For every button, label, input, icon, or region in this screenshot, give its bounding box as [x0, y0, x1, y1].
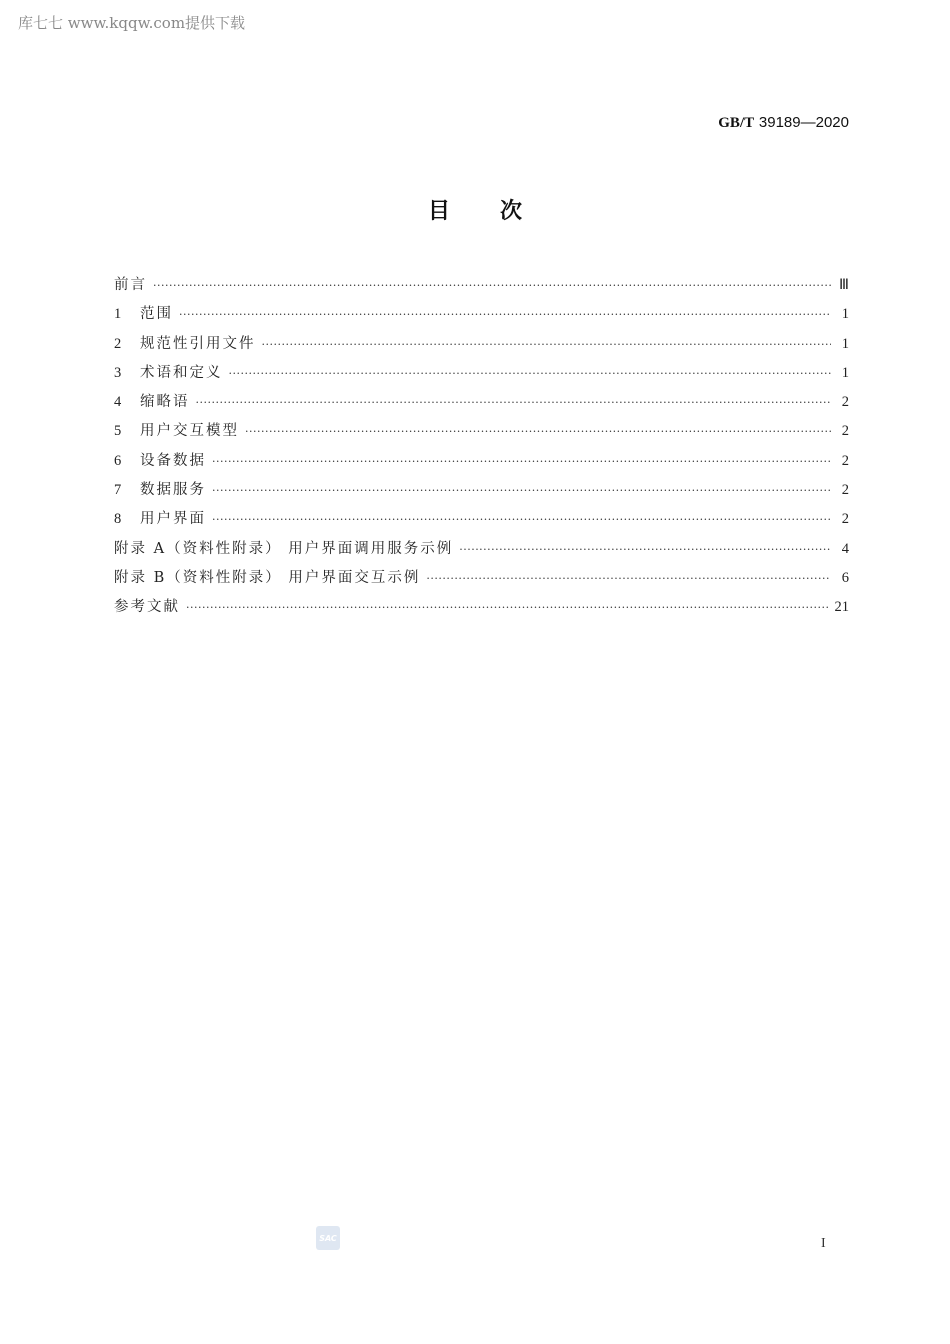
toc-entry-annex-a[interactable]	[114, 537, 849, 566]
toc-entry-page: 1	[841, 306, 849, 323]
toc-entry-label: 附录 A（资料性附录） 用户界面调用服务示例	[114, 540, 454, 557]
toc-entry-device-data[interactable]	[114, 449, 849, 478]
leader-dots	[186, 601, 829, 614]
toc-entry-page: 4	[841, 540, 849, 557]
toc-entry-page: 2	[841, 394, 849, 411]
toc-entry-bibliography[interactable]	[114, 595, 849, 624]
leader-dots	[426, 572, 831, 585]
toc-entry-page: 21	[834, 599, 849, 616]
toc-entry-page: 2	[841, 423, 849, 440]
toc-entry-number: 2	[114, 335, 122, 352]
toc-entry-label: 缩略语	[140, 394, 190, 411]
leader-dots	[212, 455, 831, 468]
toc-entry-label: 规范性引用文件	[140, 335, 256, 352]
title-part-1: 目	[427, 199, 450, 224]
leader-dots	[153, 279, 831, 292]
toc-entry-page: 2	[841, 482, 849, 499]
standard-number: 39189—2020	[758, 114, 849, 131]
leader-dots	[229, 367, 832, 380]
toc-entry-label: 术语和定义	[140, 364, 223, 381]
toc-entry-number: 4	[114, 394, 122, 411]
toc-entry-page: 2	[841, 511, 849, 528]
toc-entry-number: 7	[114, 482, 122, 499]
toc-entry-number: 1	[114, 306, 122, 323]
toc-entry-label: 前言	[114, 277, 147, 293]
toc-entry-scope[interactable]	[114, 302, 849, 331]
toc-entry-label: 数据服务	[140, 482, 206, 499]
toc-entry-normative-references[interactable]	[114, 332, 849, 361]
toc-entry-interaction-model[interactable]	[114, 419, 849, 448]
toc-entry-page: 1	[841, 364, 849, 381]
leader-dots	[245, 425, 831, 438]
watermark-text: 库七七 www.kqqw.com提供下载	[18, 14, 246, 32]
leader-dots	[212, 484, 831, 497]
table-of-contents	[114, 273, 849, 625]
toc-entry-number: 8	[114, 511, 122, 528]
toc-entry-label: 设备数据	[140, 452, 206, 469]
sac-logo-icon: SAC	[316, 1226, 340, 1250]
toc-entry-data-services[interactable]	[114, 478, 849, 507]
toc-entry-number: 6	[114, 452, 122, 469]
toc-entry-annex-b[interactable]	[114, 566, 849, 595]
toc-entry-user-interface[interactable]	[114, 507, 849, 536]
toc-entry-label: 用户界面	[140, 511, 206, 528]
toc-entry-page: 6	[841, 569, 849, 586]
page-number: I	[821, 1236, 826, 1251]
toc-entry-foreword[interactable]	[114, 273, 849, 302]
standard-prefix: GB/T	[718, 115, 755, 131]
leader-dots	[212, 513, 831, 526]
toc-entry-label: 附录 B（资料性附录） 用户界面交互示例	[114, 569, 421, 586]
toc-entry-terms-definitions[interactable]	[114, 361, 849, 390]
standard-code	[718, 113, 849, 132]
title-part-2: 次	[500, 199, 523, 224]
toc-entry-number: 3	[114, 364, 122, 381]
page-title	[0, 194, 950, 225]
toc-entry-abbreviations[interactable]	[114, 390, 849, 419]
toc-entry-label: 范围	[140, 306, 173, 323]
toc-entry-page: 2	[841, 452, 849, 469]
toc-entry-page: 1	[841, 335, 849, 352]
toc-entry-page: Ⅲ	[839, 277, 849, 293]
leader-dots	[196, 396, 832, 409]
toc-entry-label: 用户交互模型	[140, 423, 239, 440]
toc-entry-number: 5	[114, 423, 122, 440]
leader-dots	[459, 543, 831, 556]
leader-dots	[262, 338, 832, 351]
leader-dots	[179, 308, 831, 321]
toc-entry-label: 参考文献	[114, 599, 180, 616]
